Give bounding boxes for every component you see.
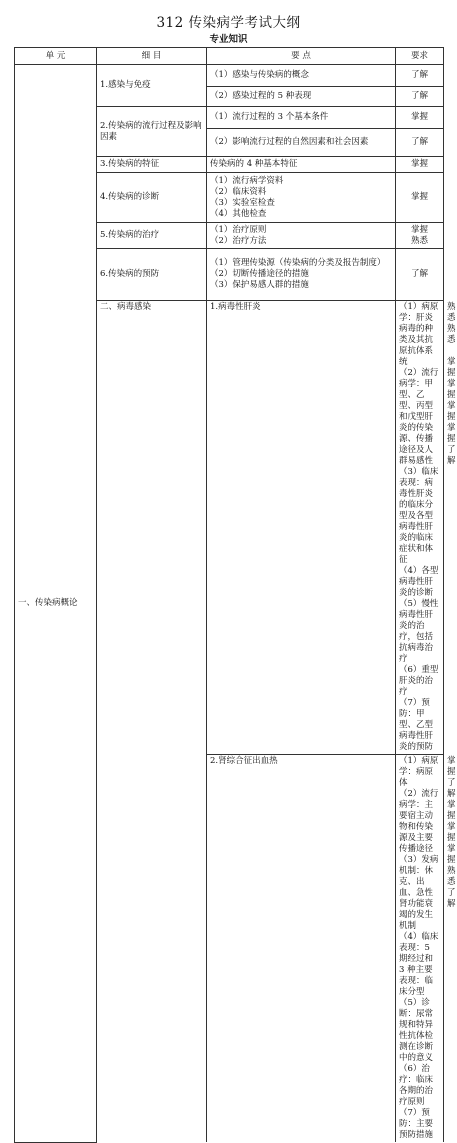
- point-line: （1）管理传染源（传染病的分类及报告制度）: [210, 258, 386, 268]
- point-cell: 传染病的 4 种基本特征: [207, 157, 396, 173]
- point-cell: [396, 755, 444, 1143]
- point-cell: [207, 173, 396, 223]
- point-line: （3）临床表现：病毒性肝炎的临床分型及各型病毒性肝炎的临床症状和体征: [399, 467, 439, 565]
- unit-cell: 一、传染病概论: [15, 65, 97, 1143]
- point-cell: （2）影响流行过程的自然因素和社会因素: [207, 129, 396, 157]
- point-line: （2）治疗方法: [210, 235, 267, 246]
- point-line: （4）临床表现：5 期经过和 3 种主要表现：临床分型: [399, 932, 439, 997]
- requirement-cell: 了解: [396, 65, 444, 87]
- point-line: （5）诊断：尿常规和特异性抗体检测在诊断中的意义: [399, 998, 434, 1063]
- point-line: （6）治疗：临床各期的治疗原则: [399, 1064, 434, 1107]
- item-cell: 4.传染病的诊断: [97, 173, 207, 223]
- requirement-cell: 掌握: [396, 157, 444, 173]
- point-line: （2）切断传播途径的措施: [210, 269, 309, 279]
- document-subtitle: 专业知识: [209, 34, 248, 45]
- header-item: 细 目: [97, 48, 207, 65]
- document-title: 312 传染病学考试大纲: [156, 15, 301, 31]
- item-cell: 2.肾综合征出血热: [207, 755, 396, 1143]
- point-line: （4）各型病毒性肝炎的诊断: [399, 566, 439, 598]
- point-line: （3）发病机制：休克、出血、急性肾功能衰竭的发生机制: [399, 855, 439, 931]
- item-cell: 6.传染病的预防: [97, 249, 207, 301]
- requirement-cell: 掌握: [396, 173, 444, 223]
- point-line: （1）治疗原则: [210, 224, 267, 235]
- syllabus-table: [14, 47, 456, 1143]
- point-line: （1）病原学：病原体: [399, 756, 439, 788]
- requirement-cell: [396, 223, 444, 249]
- table-row: [15, 65, 444, 87]
- header-requirement: 要求: [396, 48, 444, 65]
- item-cell: 2.传染病的流行过程及影响因素: [97, 107, 207, 157]
- requirement-cell: 了解: [396, 129, 444, 157]
- point-line: （7）预防：甲型、乙型病毒性肝炎的预防: [399, 698, 434, 752]
- requirement-cell: 掌握: [396, 107, 444, 129]
- point-line: （2）临床资料: [210, 186, 267, 197]
- requirement-cell: 了解: [396, 249, 444, 301]
- table-header-row: [15, 48, 444, 65]
- point-line: （6）重型肝炎的治疗: [399, 665, 439, 697]
- requirement-line: 熟悉: [410, 235, 428, 246]
- point-line: （3）保护易感人群的措施: [210, 280, 309, 290]
- header-unit: 单 元: [15, 48, 97, 65]
- requirement-cell: 了解: [396, 87, 444, 107]
- point-cell: （1）流行过程的 3 个基本条件: [207, 107, 396, 129]
- point-line: （5）慢性病毒性肝炎的治疗，包括抗病毒治疗: [399, 599, 439, 664]
- point-cell: [207, 223, 396, 249]
- point-cell: [207, 249, 396, 301]
- item-cell: 3.传染病的特征: [97, 157, 207, 173]
- point-cell: [396, 301, 444, 755]
- item-cell: 1.病毒性肝炎: [207, 301, 396, 755]
- table-row: 二、病毒感染 1.病毒性肝炎 （1）病原学：肝炎病毒的种类及其抗原抗体系统 （2）流行病学：甲型、乙型、丙型和戊型肝炎的传染源、传播途径及人群易感性 （3）临床表现：病毒性肝炎的临床分型及各型病毒性肝炎的临床症状和体征 （4）各型病毒性肝炎的诊断 （5）慢性病毒性肝炎的治疗，包括抗病毒治疗 （6）重型肝炎的治疗 （7）预防：甲型、乙型病毒性肝炎的预防 熟悉 熟悉 掌握 掌握 掌握 掌握 了解: [15, 301, 444, 755]
- point-cell: （2）感染过程的 5 种表现: [207, 87, 396, 107]
- point-cell: （1）感染与传染病的概念: [207, 65, 396, 87]
- point-line: （1）流行病学资料: [210, 175, 284, 186]
- point-line: （2）流行病学：甲型、乙型、丙型和戊型肝炎的传染源、传播途径及人群易感性: [399, 368, 439, 466]
- requirement-line: 掌握: [410, 224, 428, 235]
- table-row: 2.肾综合征出血热 （1）病原学：病原体 （2）流行病学：主要宿主动物和传染源及主要传播途径 （3）发病机制：休克、出血、急性肾功能衰竭的发生机制 （4）临床表现：5 期经过和 3 种主要表现：临床分型 （5）诊断：尿常规和特异性抗体检测在诊断中的意义 （6）治疗：临床各期的治疗原则 （7）预防：主要预防措施 掌握 了解 掌握 掌握 掌握 熟悉 了解: [15, 755, 444, 1143]
- item-cell: 5.传染病的治疗: [97, 223, 207, 249]
- point-line: （7）预防：主要预防措施: [399, 1108, 434, 1140]
- point-line: （1）病原学：肝炎病毒的种类及其抗原抗体系统: [399, 302, 439, 367]
- point-line: （4）其他检查: [210, 208, 267, 219]
- item-cell: 1.感染与免疫: [97, 65, 207, 107]
- unit-cell: 二、病毒感染: [97, 301, 207, 1143]
- point-line: （3）实验室检查: [210, 197, 275, 208]
- point-line: （2）流行病学：主要宿主动物和传染源及主要传播途径: [399, 789, 439, 854]
- header-points: 要 点: [207, 48, 396, 65]
